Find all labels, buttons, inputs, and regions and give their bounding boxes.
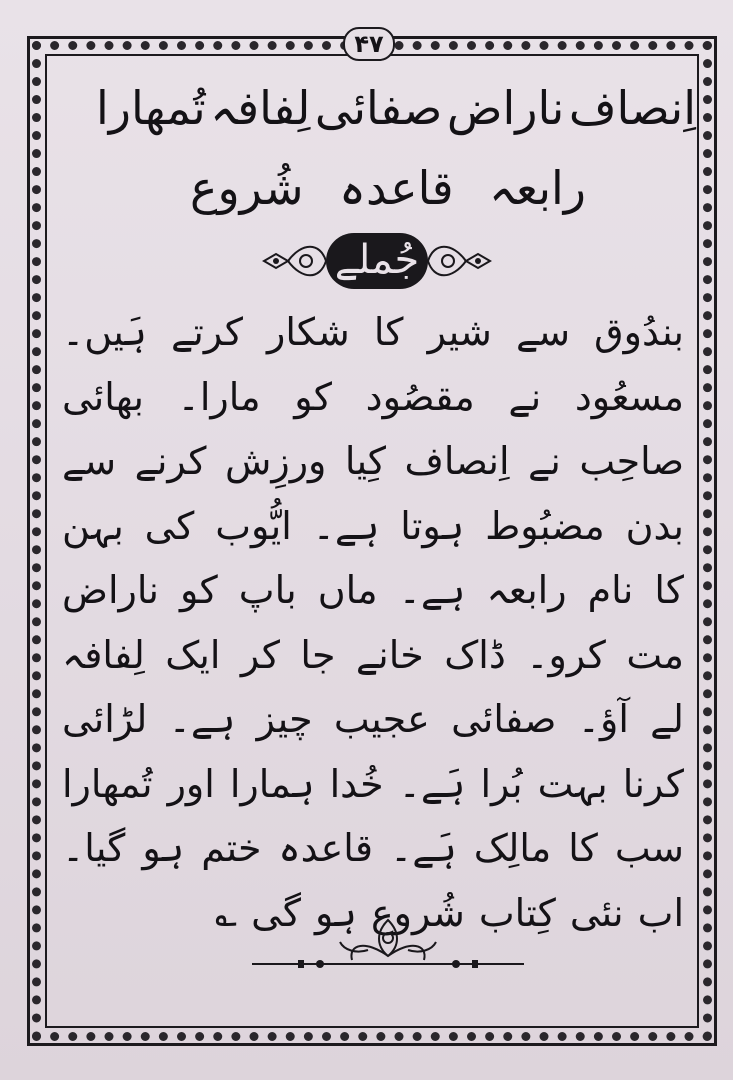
vocabulary-row-2: [190, 158, 586, 218]
vocabulary-word: صفائی: [314, 81, 443, 135]
page-number: ۴۷: [343, 27, 395, 61]
vocabulary-word: رابعہ: [489, 161, 586, 215]
body-paragraph: بندُوق سے شیر کا شکار کرتے ہَیں۔ مسعُود نے مقصُود کو مارا۔ بھائی صاحِب نے اِنصاف کِیا ورزِش کرنے سے بدن مضبُوط ہوتا ہے۔ ایُّوب کی بہن کا نام رابعہ ہے۔ ماں باپ کو ناراض مت کرو۔ ڈاک خانے جا کر ایک لِفافہ لے آؤ۔ صفائی عجیب چیز ہے۔ لڑائی کرنا بہت بُرا ہَے۔ خُدا ہمارا اور تُمھارا سب کا مالِک ہَے۔ قاعدہ ختم ہو گیا۔ اب نئی کِتاب شُروع ہو گی ؎: [62, 310, 684, 935]
vocabulary-word: شُروع: [190, 161, 304, 215]
footer-ornament-icon: [248, 910, 528, 980]
vocabulary-row-1: [96, 78, 696, 138]
vocabulary-word: لِفافہ: [210, 81, 311, 135]
vocabulary-word: قاعدہ: [339, 161, 454, 215]
vocabulary-word: تُمھارا: [96, 81, 206, 135]
vocabulary-word: اِنصاف: [568, 81, 696, 135]
vocabulary-word: ناراض: [446, 81, 565, 135]
section-heading: جُملے: [326, 233, 428, 289]
